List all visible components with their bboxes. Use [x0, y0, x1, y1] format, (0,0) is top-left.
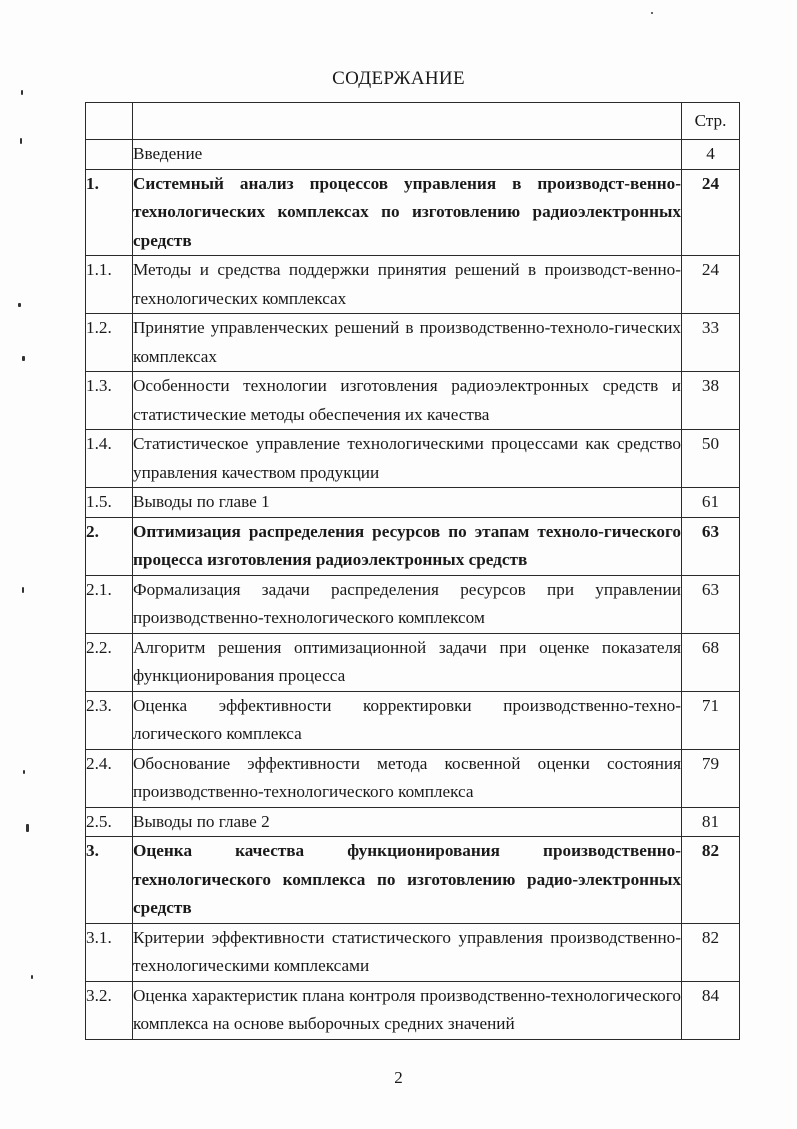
toc-row: [86, 314, 740, 372]
section-page: 63: [682, 575, 740, 633]
toc-row: [86, 169, 740, 256]
section-page: 68: [682, 633, 740, 691]
section-title: Оценка характеристик плана контроля производственно-технологического комплекса на основе выборочных средних значений: [133, 981, 682, 1039]
scan-mark: [22, 587, 24, 593]
section-number: 2.1.: [86, 575, 133, 633]
page-column-header: Стр.: [682, 103, 740, 140]
section-number: 1.5.: [86, 488, 133, 518]
section-page: 50: [682, 430, 740, 488]
section-page: 24: [682, 169, 740, 256]
section-title: Выводы по главе 2: [133, 807, 682, 837]
toc-row: [86, 372, 740, 430]
section-number: 1.2.: [86, 314, 133, 372]
section-page: 24: [682, 256, 740, 314]
toc-row: [86, 691, 740, 749]
section-title: Методы и средства поддержки принятия решений в производст-венно-технологических комплексах: [133, 256, 682, 314]
section-page: 81: [682, 807, 740, 837]
page-number: 2: [394, 1068, 403, 1087]
section-page: 79: [682, 749, 740, 807]
section-number: 2.: [86, 517, 133, 575]
section-page: 71: [682, 691, 740, 749]
table-of-contents: [85, 102, 740, 1040]
section-number: 1.4.: [86, 430, 133, 488]
toc-header-row: [86, 103, 740, 140]
section-number: [86, 140, 133, 170]
scan-mark: [31, 975, 33, 979]
section-title: Выводы по главе 1: [133, 488, 682, 518]
section-title: Критерии эффективности статистического управления производственно-технологическими комплексами: [133, 923, 682, 981]
scan-mark: [23, 770, 25, 774]
section-number: 2.2.: [86, 633, 133, 691]
toc-row: [86, 923, 740, 981]
toc-row: [86, 981, 740, 1039]
toc-row: [86, 256, 740, 314]
section-number: 2.3.: [86, 691, 133, 749]
scan-mark: [18, 303, 21, 307]
section-title: Оптимизация распределения ресурсов по этапам техноло-гического процесса изготовления радиоэлектронных средств: [133, 517, 682, 575]
section-title: Принятие управленческих решений в производственно-техноло-гических комплексах: [133, 314, 682, 372]
scan-mark: [651, 12, 653, 14]
toc-row: [86, 807, 740, 837]
section-number: 2.5.: [86, 807, 133, 837]
section-title: Особенности технологии изготовления радиоэлектронных средств и статистические методы обеспечения их качества: [133, 372, 682, 430]
toc-row: [86, 430, 740, 488]
section-number: 2.4.: [86, 749, 133, 807]
scan-mark: [22, 356, 25, 361]
toc-row: [86, 749, 740, 807]
scan-mark: [26, 824, 29, 832]
toc-row: [86, 575, 740, 633]
section-number: 3.2.: [86, 981, 133, 1039]
section-page: 38: [682, 372, 740, 430]
section-title: Формализация задачи распределения ресурсов при управлении производственно-технологического комплексом: [133, 575, 682, 633]
toc-row: [86, 517, 740, 575]
section-title: Оценка качества функционирования производственно-технологического комплекса по изготовлению радио-электронных средств: [133, 837, 682, 924]
scan-mark: [20, 138, 22, 144]
section-number: 3.1.: [86, 923, 133, 981]
section-page: 61: [682, 488, 740, 518]
header-num-cell: [86, 103, 133, 140]
section-title: Обоснование эффективности метода косвенной оценки состояния производственно-технологического комплекса: [133, 749, 682, 807]
section-number: 1.3.: [86, 372, 133, 430]
section-page: 82: [682, 837, 740, 924]
header-title-cell: [133, 103, 682, 140]
section-number: 3.: [86, 837, 133, 924]
section-number: 1.: [86, 169, 133, 256]
section-page: 63: [682, 517, 740, 575]
toc-heading: СОДЕРЖАНИЕ: [332, 68, 465, 89]
section-number: 1.1.: [86, 256, 133, 314]
section-page: 82: [682, 923, 740, 981]
section-title: Оценка эффективности корректировки производственно-техно-логического комплекса: [133, 691, 682, 749]
section-title: Введение: [133, 140, 682, 170]
section-page: 33: [682, 314, 740, 372]
section-page: 84: [682, 981, 740, 1039]
section-title: Системный анализ процессов управления в производст-венно-технологических комплексах по изготовлению радиоэлектронных средств: [133, 169, 682, 256]
toc-row: [86, 140, 740, 170]
section-page: 4: [682, 140, 740, 170]
toc-row: [86, 488, 740, 518]
scan-mark: [21, 90, 23, 95]
toc-row: [86, 837, 740, 924]
section-title: Алгоритм решения оптимизационной задачи при оценке показателя функционирования процесса: [133, 633, 682, 691]
section-title: Статистическое управление технологическими процессами как средство управления качеством продукции: [133, 430, 682, 488]
toc-row: [86, 633, 740, 691]
